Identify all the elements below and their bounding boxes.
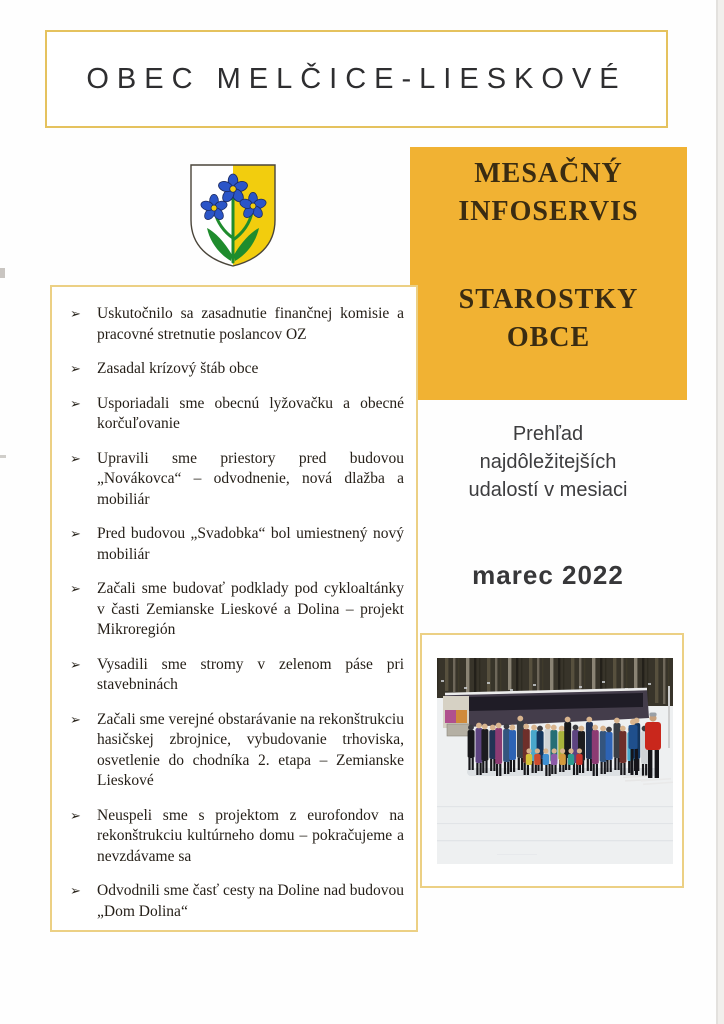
subtitle-line: najdôležitejších	[479, 451, 617, 473]
village-title-box	[45, 30, 668, 128]
list-item	[70, 806, 404, 868]
list-item-text: Zasadal krízový štáb obce	[97, 360, 259, 377]
issue-month: marec 2022	[472, 560, 624, 590]
highlights-list	[50, 285, 418, 932]
scan-speckle	[0, 268, 5, 278]
subtitle-line: udalostí v mesiaci	[468, 479, 628, 501]
arrow-bullet-icon: ➢	[70, 361, 81, 376]
banner-line: STAROSTKY	[458, 284, 639, 315]
banner-line: INFOSERVIS	[458, 196, 639, 227]
scan-edge-line	[716, 0, 718, 1024]
arrow-bullet-icon: ➢	[70, 581, 81, 596]
photo-frame	[420, 633, 684, 888]
list-item-text: Začali sme budovať podklady pod cykloaltánky v časti Zemianske Lieskové a Dolina – projekt Mikroregión	[97, 580, 404, 638]
list-item	[70, 304, 404, 345]
infoservis-banner	[410, 147, 687, 400]
list-item	[70, 579, 404, 641]
subtitle-line: Prehľad	[512, 423, 584, 445]
list-item-text: Odvodnili sme časť cesty na Doline nad budovou „Dom Dolina“	[97, 882, 404, 920]
scan-speckle	[0, 455, 6, 458]
subtitle	[418, 420, 678, 504]
coat-of-arms	[186, 161, 280, 271]
list-item-text: Usporiadali sme obecnú lyžovačku a obecné korčuľovanie	[97, 394, 404, 432]
list-item	[70, 449, 404, 511]
list-item	[70, 710, 404, 792]
list-item	[70, 394, 404, 435]
list-item	[70, 524, 404, 565]
list-item-text: Uskutočnilo sa zasadnutie finančnej komisie a pracovné stretnutie poslancov OZ	[97, 305, 404, 343]
list-item	[70, 655, 404, 696]
arrow-bullet-icon: ➢	[70, 711, 81, 727]
group-photo	[437, 658, 673, 864]
list-item-text: Neuspeli sme s projektom z eurofondov na rekonštrukciu kultúrneho domu – pokračujeme a nevzdávame sa	[97, 806, 404, 865]
banner-line: OBCE	[506, 322, 591, 353]
arrow-bullet-icon: ➢	[70, 526, 81, 541]
banner-spacer	[410, 231, 687, 281]
list-item	[70, 881, 404, 922]
list-item	[70, 359, 404, 380]
arrow-bullet-icon: ➢	[70, 883, 81, 898]
arrow-bullet-icon: ➢	[70, 656, 81, 672]
arrow-bullet-icon: ➢	[70, 450, 81, 466]
list-item-text: Pred budovou „Svadobka“ bol umiestnený nový mobiliár	[97, 525, 404, 563]
page-title: OBEC MELČICE-LIESKOVÉ	[86, 62, 627, 95]
arrow-bullet-icon: ➢	[70, 306, 81, 321]
scan-edge-artifact	[718, 0, 724, 1024]
arrow-bullet-icon: ➢	[70, 807, 81, 823]
arrow-bullet-icon: ➢	[70, 395, 81, 411]
list-item-text: Vysadili sme stromy v zelenom páse pri stavebninách	[97, 655, 404, 693]
list-item-text: Upravili sme priestory pred budovou „Novákovca“ – odvodnenie, nová dlažba a mobiliár	[97, 449, 404, 508]
banner-line: MESAČNÝ	[474, 158, 623, 189]
list-item-text: Začali sme verejné obstarávanie na rekonštrukciu hasičskej zbrojnice, vybudovanie trhoviska, osvetlenie do chodníka 2. etapa – Zemianske Lieskové	[97, 710, 404, 789]
